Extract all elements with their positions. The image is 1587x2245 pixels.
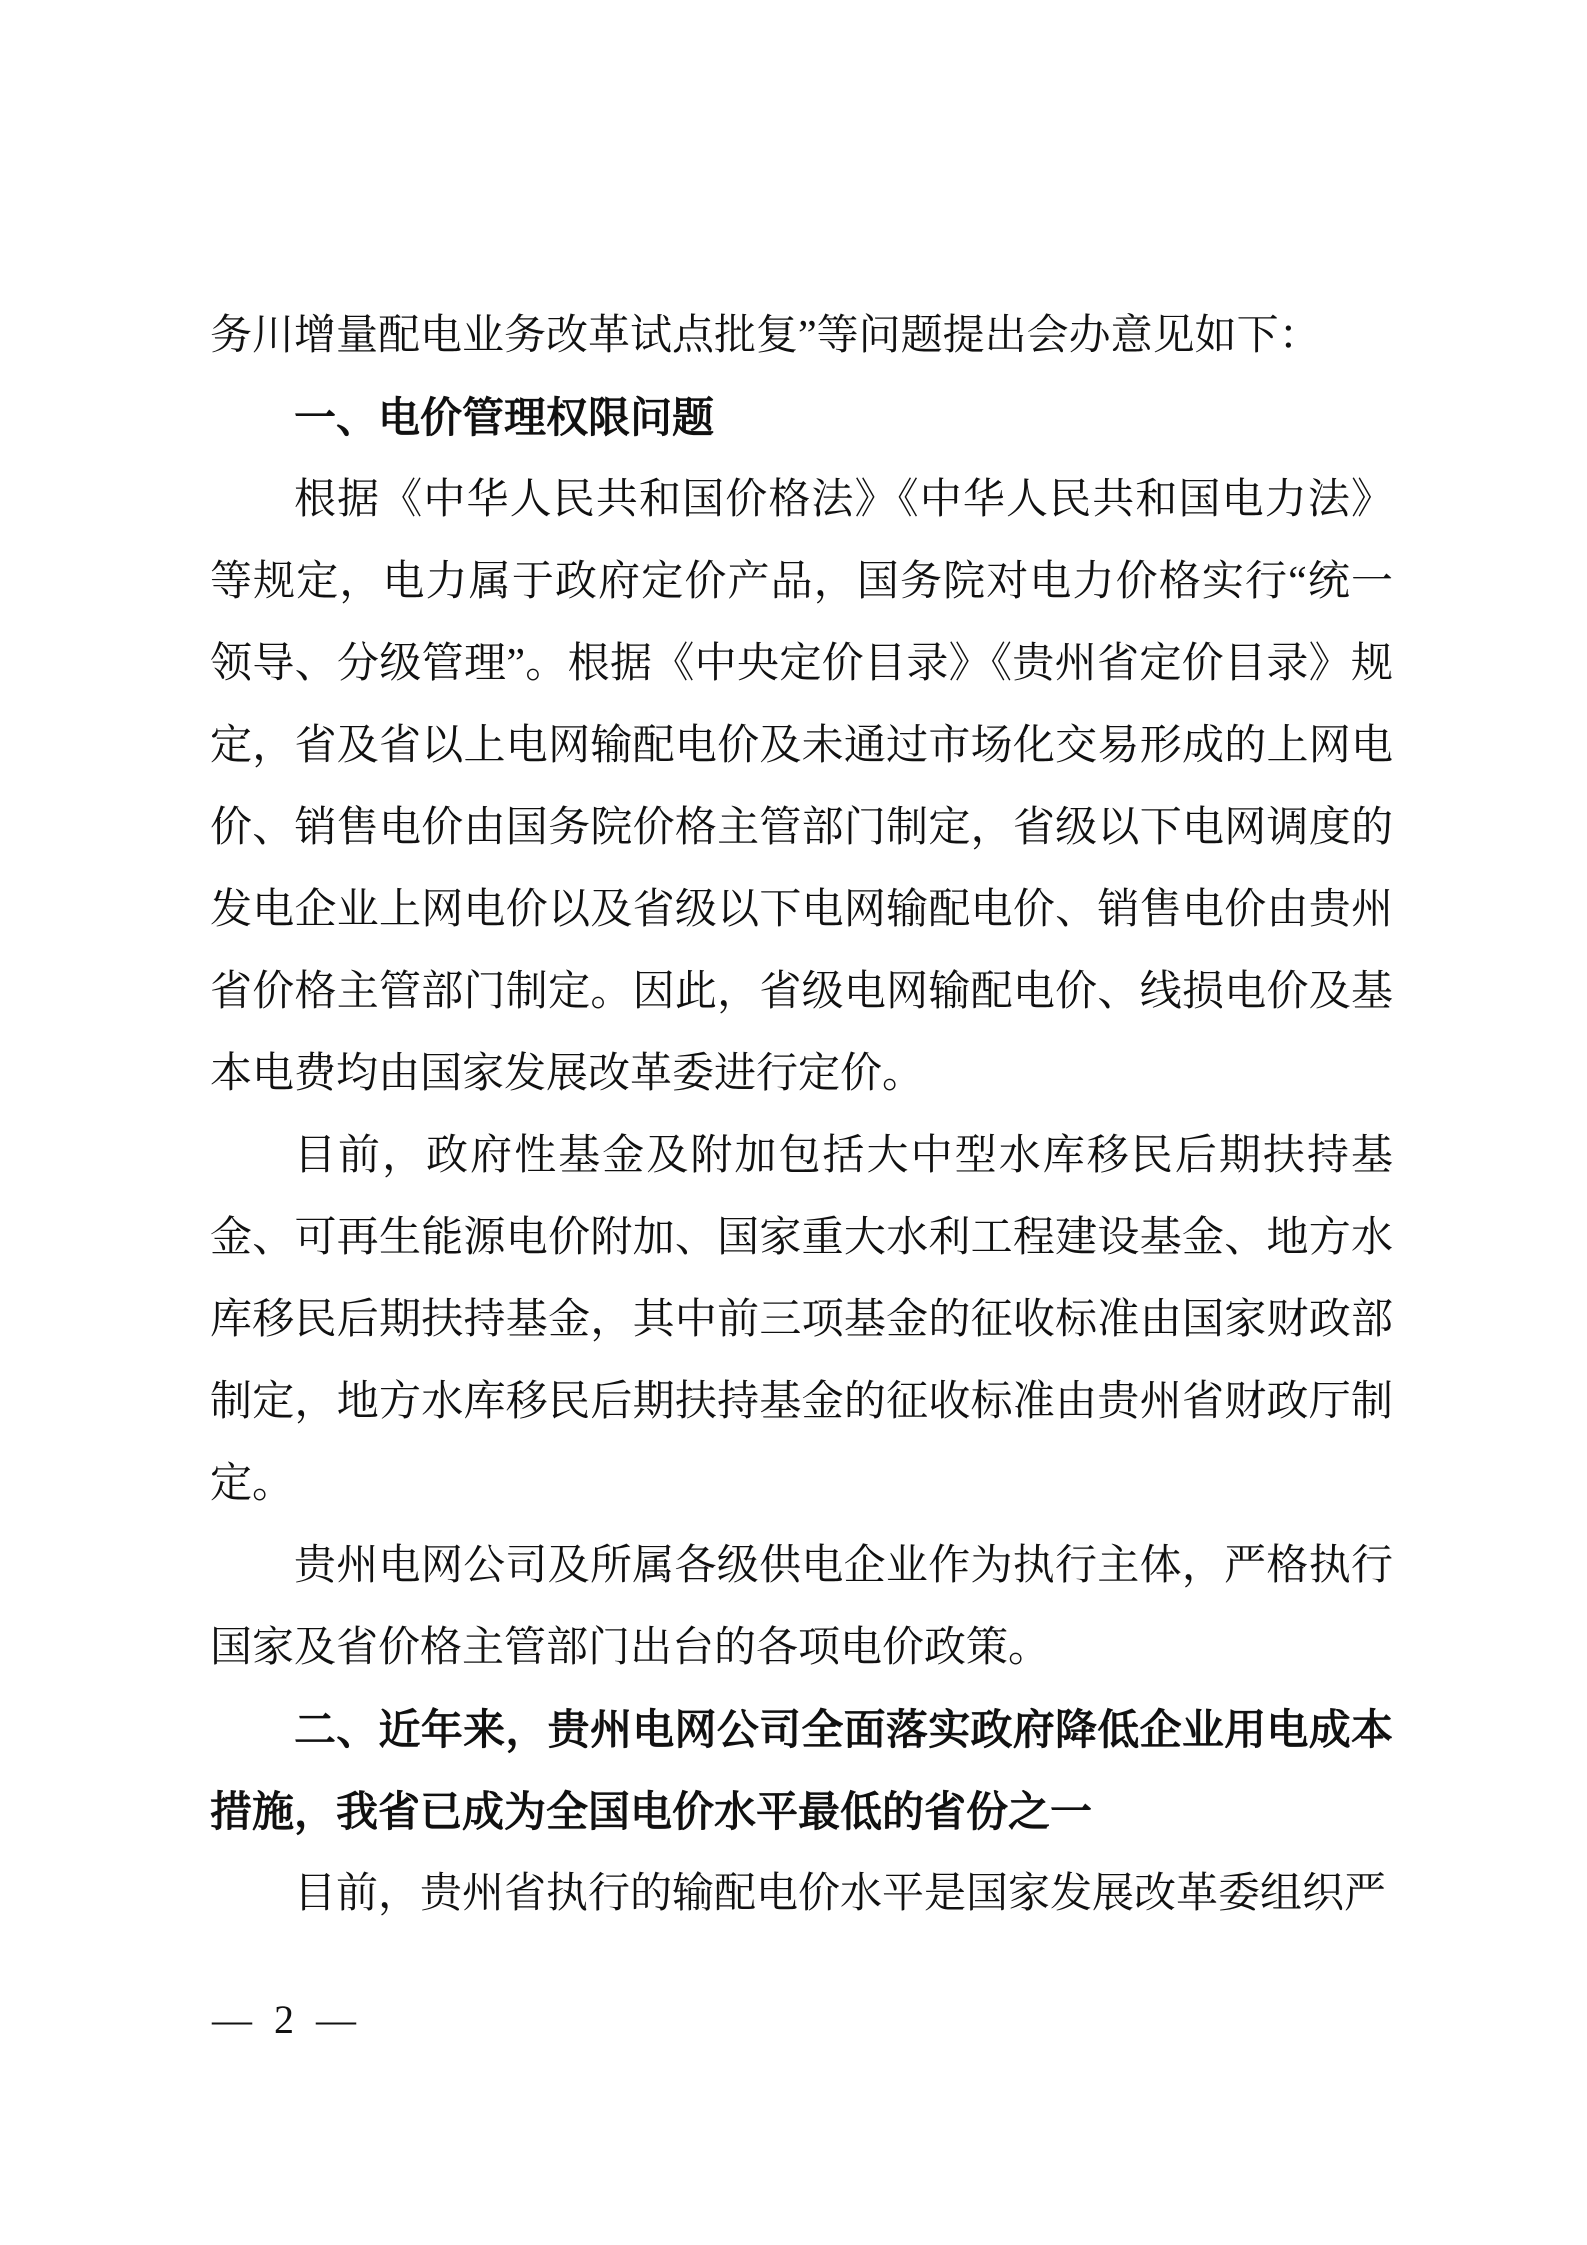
body-paragraph-1: 根据《中华人民共和国价格法》《中华人民共和国电力法》等规定，电力属于政府定价产品，国务院对电力价格实行“统一领导、分级管理”。根据《中央定价目录》《贵州省定价目录》规定，省及省以上电网输配电价及未通过市场化交易形成的上网电价、销售电价由国务院价格主管部门制定，省级以下电网调度的发电企业上网电价以及省级以下电网输配电价、销售电价由贵州省价格主管部门制定。因此，省级电网输配电价、线损电价及基本电费均由国家发展改革委进行定价。 [210, 477, 1393, 1097]
document-body [210, 295, 1393, 1935]
section-heading-1: 一、电价管理权限问题 [294, 394, 715, 441]
section-heading-2: 二、近年来，贵州电网公司全面落实政府降低企业用电成本措施，我省已成为全国电价水平最低的省份之一 [210, 1706, 1393, 1835]
body-paragraph-2: 目前，政府性基金及附加包括大中型水库移民后期扶持基金、可再生能源电价附加、国家重大水利工程建设基金、地方水库移民后期扶持基金，其中前三项基金的征收标准由国家财政部制定，地方水库移民后期扶持基金的征收标准由贵州省财政厅制定。 [210, 1133, 1393, 1507]
body-paragraph-3: 贵州电网公司及所属各级供电企业作为执行主体，严格执行国家及省价格主管部门出台的各项电价政策。 [210, 1543, 1393, 1671]
body-paragraph-4: 目前，贵州省执行的输配电价水平是国家发展改革委组织严 [294, 1871, 1387, 1917]
paragraph-continuation: 务川增量配电业务改革试点批复”等问题提出会办意见如下： [210, 313, 1321, 359]
page-number-footer: — 2 — [212, 1997, 362, 2042]
